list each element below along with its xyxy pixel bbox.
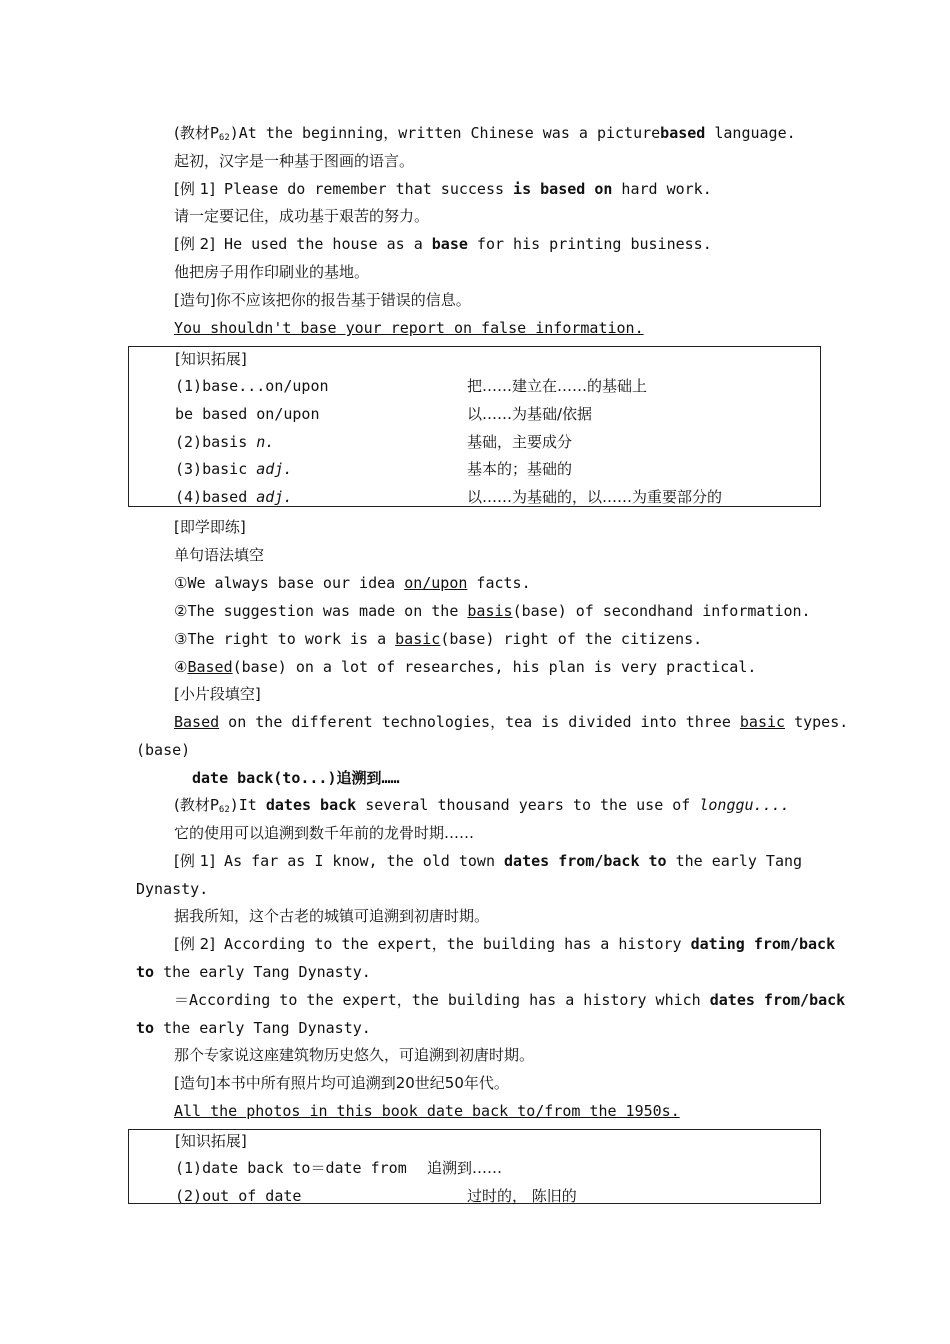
knowledge-item-cn: 过时的， 陈旧的 [467,1187,577,1205]
knowledge-item-en: (3)basic adj. [175,460,293,478]
knowledge-item-en: (2)basis n. [175,433,275,451]
textbook-translation-1: 起初，汉字是一种基于图画的语言。 [174,152,415,170]
paragraph-fill-title: [小片段填空] [174,685,261,703]
practice-question-3: ③The right to work is a basic(base) right of the citizens. [174,630,703,648]
knowledge-box-title: [知识拓展] [175,350,247,368]
example-2: [例 2] He used the house as a base for his printing business. [174,235,712,253]
sentence-making-prompt-2: [造句]本书中所有照片均可追溯到20世纪50年代。 [174,1074,509,1092]
knowledge-item-cn: 追溯到…… [427,1159,503,1177]
knowledge-box-base [128,346,821,507]
example-4-cont: to the early Tang Dynasty. [136,963,371,981]
knowledge-item-cn: 以……为基础/依据 [467,405,593,423]
example-2-translation: 他把房子用作印刷业的基地。 [174,263,370,281]
knowledge-box-date-back [128,1129,821,1204]
example-4-equivalent-cont: to the early Tang Dynasty. [136,1019,371,1037]
sentence-making-answer: You shouldn't base your report on false information. [174,319,644,337]
phrase-heading: date back(to...)追溯到…… [192,769,400,787]
knowledge-item-cn: 把……建立在……的基础上 [467,377,648,395]
example-4-translation: 那个专家说这座建筑物历史悠久，可追溯到初唐时期。 [174,1046,535,1064]
knowledge-item-en: (1)base...on/upon [175,377,329,395]
example-3-cont: Dynasty. [136,880,209,898]
paragraph-fill-hint: (base) [136,741,191,759]
example-1: [例 1] Please do remember that success is based on hard work. [174,180,712,198]
example-3-translation: 据我所知，这个古老的城镇可追溯到初唐时期。 [174,907,490,925]
example-4-equivalent: ＝According to the expert，the building has a history which dates from/back [174,991,846,1009]
example-4: [例 2] According to the expert，the building has a history dating from/back [174,935,836,953]
practice-question-1: ①We always base our idea on/upon facts. [174,574,531,592]
knowledge-item-en: (4)based adj. [175,488,293,506]
practice-subtitle: 单句语法填空 [174,546,265,564]
practice-question-2: ②The suggestion was made on the basis(base) of secondhand information. [174,602,811,620]
example-3: [例 1] As far as I know, the old town dates from/back to the early Tang [174,852,803,870]
example-1-translation: 请一定要记住，成功基于艰苦的努力。 [174,207,430,225]
practice-title: [即学即练] [174,518,246,536]
practice-question-4: ④Based(base) on a lot of researches, his plan is very practical. [174,658,757,676]
knowledge-item-en: be based on/upon [175,405,320,423]
knowledge-item-en: (2)out of date [175,1187,302,1205]
textbook-sentence-2: (教材$P_{62})It$ dates back several thousand years to the use of longgu.... [174,796,790,815]
knowledge-item-cn: 基本的；基础的 [467,460,573,478]
sentence-making-prompt: [造句]你不应该把你的报告基于错误的信息。 [174,291,471,309]
textbook-sentence-1: (教材$P_{62})At$ the beginning，written Chinese was a picturebased language. [174,124,796,143]
knowledge-box-title: [知识拓展] [175,1132,247,1150]
knowledge-item-cn: 以……为基础的，以……为重要部分的 [467,488,723,506]
textbook-translation-2: 它的使用可以追溯到数千年前的龙骨时期…… [174,824,475,842]
paragraph-fill-sentence: Based on the different technologies，tea is divided into three basic types. [174,713,849,731]
sentence-making-answer-2: All the photos in this book date back to/from the 1950s. [174,1102,680,1120]
knowledge-item-en: (1)date back to＝date from [175,1159,407,1177]
knowledge-item-cn: 基础，主要成分 [467,433,573,451]
